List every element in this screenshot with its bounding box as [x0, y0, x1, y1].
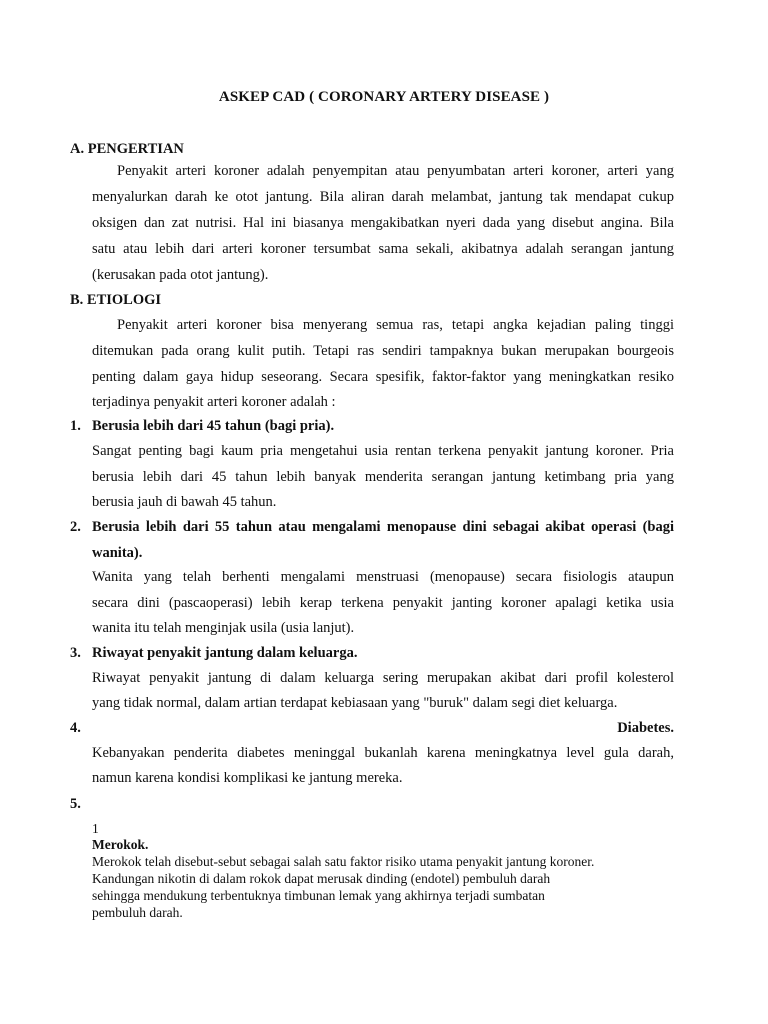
- section-a-line: (kerusakan pada otot jantung).: [92, 267, 269, 283]
- list-item-heading: Riwayat penyakit jantung dalam keluarga.: [92, 645, 358, 661]
- list-item-heading: Diabetes.: [617, 720, 674, 736]
- list-item-line: Kebanyakan penderita diabetes meninggal bukanlah karena meningkatnya level gula darah,: [92, 745, 674, 761]
- list-item-line: Riwayat penyakit jantung di dalam keluarga sering merupakan akibat dari profil kolesterol: [92, 670, 674, 686]
- list-item-line: wanita itu telah menginjak usila (usia lanjut).: [92, 620, 355, 636]
- list-item-line: secara dini (pascaoperasi) lebih kerap terkena penyakit janting koroner apalagi ketika usia: [92, 595, 674, 611]
- section-b-heading: B. ETIOLOGI: [70, 292, 162, 308]
- list-item-heading: Merokok.: [92, 837, 149, 852]
- list-item-heading: Berusia lebih dari 55 tahun atau mengalami menopause dini sebagai akibat operasi (bagi: [92, 519, 674, 535]
- list-item-line: yang tidak normal, dalam artian terdapat kebiasaan yang "buruk" dalam segi diet keluarga.: [92, 695, 618, 711]
- document-title: ASKEP CAD ( CORONARY ARTERY DISEASE ): [218, 89, 550, 105]
- list-item-line: berusia jauh di bawah 45 tahun.: [92, 494, 277, 510]
- section-a-line: Penyakit arteri koroner adalah penyempitan atau penyumbatan arteri koroner, arteri yang: [117, 163, 674, 179]
- list-item-line: sehingga mendukung terbentuknya timbunan lemak yang akhirnya terjadi sumbatan: [92, 888, 545, 903]
- list-number: 3.: [70, 645, 81, 661]
- list-item-line: namun karena kondisi komplikasi ke jantung mereka.: [92, 770, 403, 786]
- list-number: 1.: [70, 418, 81, 434]
- list-item-line: Merokok telah disebut-sebut sebagai salah satu faktor risiko utama penyakit jantung koroner.: [92, 854, 595, 869]
- section-a-line: menyalurkan darah ke otot jantung. Bila aliran darah melambat, jantung tak mendapat cukup: [92, 189, 674, 205]
- list-item-line: Wanita yang telah berhenti mengalami menstruasi (menopause) secara fisiologis ataupun: [92, 569, 674, 585]
- section-b-line: terjadinya penyakit arteri koroner adalah :: [92, 394, 336, 410]
- section-a-heading: A. PENGERTIAN: [70, 141, 184, 157]
- list-item-heading: Berusia lebih dari 45 tahun (bagi pria).: [92, 418, 335, 434]
- section-b-line: ditemukan pada orang kulit putih. Tetapi ras sendiri tampaknya bukan merupakan bourgeois: [92, 343, 674, 359]
- section-a-line: satu atau lebih dari arteri koroner tersumbat sama sekali, akibatnya adalah serangan jantung: [92, 241, 674, 257]
- page-number: 1: [92, 821, 99, 836]
- list-number: 5.: [70, 796, 81, 812]
- list-item-line: berusia lebih dari 45 tahun lebih banyak menderita serangan jantung ketimbang pria yang: [92, 469, 674, 485]
- list-number: 4.: [70, 720, 81, 736]
- list-item-heading-cont: wanita).: [92, 545, 143, 561]
- section-b-line: Penyakit arteri koroner bisa menyerang semua ras, tetapi angka kejadian paling tinggi: [117, 317, 674, 333]
- list-item-line: pembuluh darah.: [92, 905, 183, 920]
- list-number: 2.: [70, 519, 81, 535]
- section-a-line: oksigen dan zat nutrisi. Hal ini biasanya mengakibatkan nyeri dada yang disebut angina. Bila: [92, 215, 674, 231]
- list-item-line: Sangat penting bagi kaum pria mengetahui usia rentan terkena penyakit jantung koroner. Pria: [92, 443, 674, 459]
- list-item-line: Kandungan nikotin di dalam rokok dapat merusak dinding (endotel) pembuluh darah: [92, 871, 551, 886]
- section-b-line: penting dalam gaya hidup seseorang. Secara spesifik, faktor-faktor yang meningkatkan resiko: [92, 369, 674, 385]
